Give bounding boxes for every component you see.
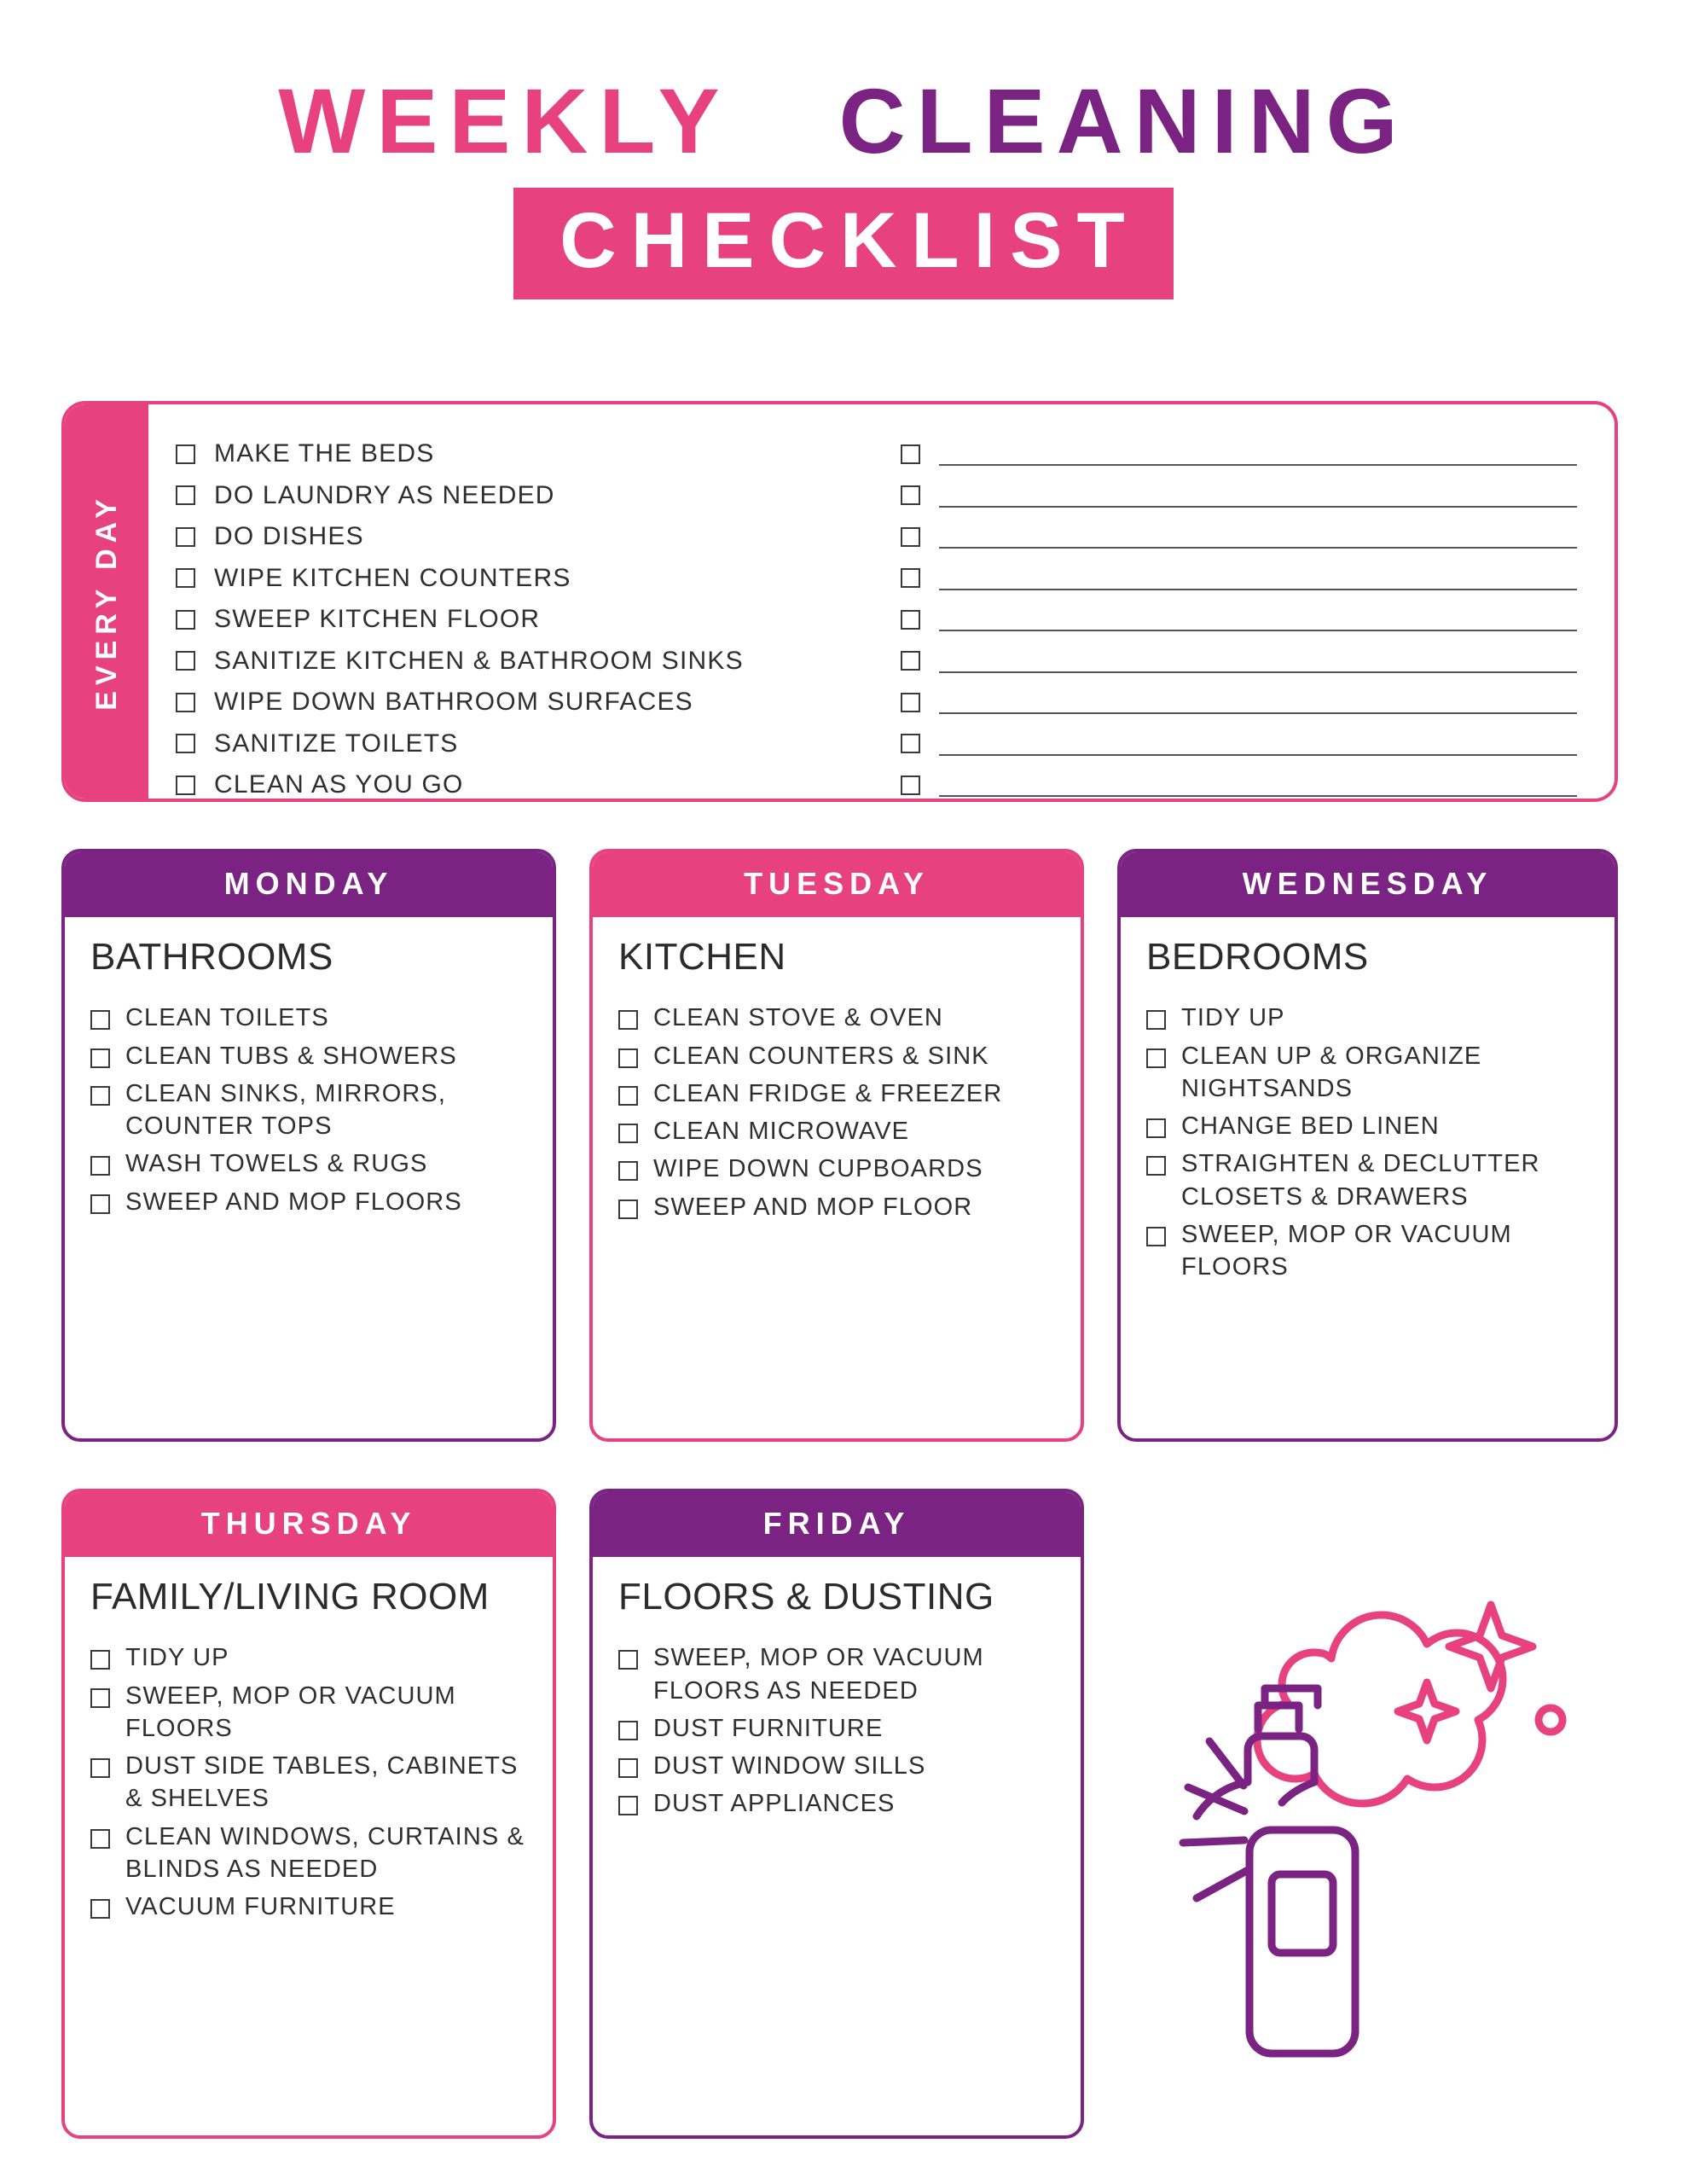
day-header-thursday: THURSDAY [65,1492,553,1557]
blank-list-item[interactable] [901,764,1590,802]
list-item[interactable] [1146,1147,1594,1213]
write-in-line[interactable] [939,649,1578,673]
day-card-thursday [61,1489,556,2139]
everyday-task-column [176,433,865,799]
list-item[interactable] [90,1821,532,1886]
day-room-tuesday: KITCHEN [618,936,786,978]
list-item[interactable] [176,723,865,765]
title-line-2-wrap [0,188,1687,299]
list-item[interactable] [618,1787,1060,1820]
day-tasks-tuesday [593,978,1081,1242]
write-in-line[interactable] [939,442,1578,466]
checkbox-icon[interactable] [176,734,195,753]
blank-list-item[interactable] [901,641,1590,682]
day-room-wednesday: BEDROOMS [1146,936,1369,978]
list-item-label: CLEAN STOVE & OVEN [653,1004,943,1032]
list-item-label: DO DISHES [214,522,364,551]
list-item-label: CLEAN AS YOU GO [214,770,464,799]
list-item-label: CLEAN SINKS, MIRRORS, COUNTER TOPS [125,1079,446,1141]
checkbox-icon[interactable] [618,1796,638,1815]
blank-list-item[interactable] [901,558,1590,600]
blank-list-item[interactable] [901,433,1590,475]
list-item-label: TIDY UP [1181,1004,1285,1032]
list-item-label: DUST FURNITURE [653,1714,884,1742]
list-item-label: TIDY UP [125,1644,229,1672]
day-header-monday: MONDAY [65,852,553,917]
day-header-friday: FRIDAY [593,1492,1081,1557]
everyday-blank-column [865,433,1590,781]
day-room-monday: BATHROOMS [90,936,333,978]
checkbox-icon[interactable] [618,1048,638,1068]
list-item[interactable] [176,599,865,641]
checkbox-icon[interactable] [176,444,195,464]
list-item[interactable] [176,682,865,723]
list-item-label: WIPE KITCHEN COUNTERS [214,563,571,592]
checkbox-icon[interactable] [1146,1156,1166,1176]
checkbox-icon[interactable] [618,1650,638,1670]
checkbox-icon[interactable] [90,1010,110,1030]
decorative-illustration [1156,1540,1633,2137]
list-item-label: DUST SIDE TABLES, CABINETS & SHELVES [125,1752,519,1813]
day-tasks-thursday [65,1618,553,1942]
list-item-label: STRAIGHTEN & DECLUTTER CLOSETS & DRAWERS [1181,1150,1540,1211]
list-item-label: MAKE THE BEDS [214,439,435,468]
list-item[interactable] [90,1002,532,1034]
list-item[interactable] [176,516,865,558]
list-item[interactable] [90,1680,532,1745]
checkbox-icon[interactable] [90,1899,110,1919]
blank-list-item[interactable] [901,599,1590,641]
checkbox-icon[interactable] [618,1758,638,1778]
checkbox-icon[interactable] [90,1156,110,1176]
list-item[interactable] [176,764,865,802]
day-card-monday [61,849,556,1442]
page-title [0,0,1687,299]
list-item[interactable] [618,1040,1060,1072]
everyday-panel [61,401,1618,802]
checkbox-icon[interactable] [1146,1048,1166,1068]
everyday-tab [65,404,148,799]
list-item-label: DUST WINDOW SILLS [653,1752,926,1780]
list-item[interactable] [176,475,865,517]
checkbox-icon[interactable] [176,651,195,671]
checkbox-icon[interactable] [901,444,920,464]
list-item[interactable] [1146,1002,1594,1034]
list-item-label: DUST APPLIANCES [653,1790,896,1818]
checkbox-icon[interactable] [901,485,920,505]
list-item-label: DO LAUNDRY AS NEEDED [214,480,555,509]
title-word-checklist: CHECKLIST [513,188,1173,299]
checkbox-icon[interactable] [618,1199,638,1219]
list-item-label: CLEAN MICROWAVE [653,1118,910,1146]
checkbox-icon[interactable] [901,775,920,795]
checkbox-icon[interactable] [90,1688,110,1708]
list-item[interactable] [618,1115,1060,1147]
day-card-friday [589,1489,1084,2139]
checkbox-icon[interactable] [1146,1227,1166,1246]
checkbox-icon[interactable] [901,651,920,671]
list-item[interactable] [1146,1040,1594,1106]
write-in-line[interactable] [939,607,1578,631]
list-item[interactable] [1146,1110,1594,1142]
checkbox-icon[interactable] [901,693,920,712]
list-item-label: CLEAN FRIDGE & FREEZER [653,1079,1003,1107]
checkbox-icon[interactable] [90,1086,110,1106]
list-item-label: WIPE DOWN CUPBOARDS [653,1155,983,1183]
list-item-label: VACUUM FURNITURE [125,1893,396,1921]
blank-list-item[interactable] [901,723,1590,765]
checkbox-icon[interactable] [618,1721,638,1740]
checkbox-icon[interactable] [176,485,195,505]
list-item[interactable] [618,1077,1060,1110]
spray-bottle-icon [1183,1688,1355,2053]
list-item-label: CLEAN TUBS & SHOWERS [125,1042,457,1070]
checkbox-icon[interactable] [618,1010,638,1030]
checkbox-icon[interactable] [618,1124,638,1143]
list-item-label: CHANGE BED LINEN [1181,1112,1440,1141]
checkbox-icon[interactable] [176,568,195,588]
list-item[interactable] [90,1040,532,1072]
list-item-label: SANITIZE TOILETS [214,729,459,758]
day-tasks-wednesday [1121,978,1615,1302]
day-card-tuesday [589,849,1084,1442]
list-item-label: CLEAN WINDOWS, CURTAINS & BLINDS AS NEEDED [125,1822,525,1883]
checkbox-icon[interactable] [90,1650,110,1670]
checkbox-icon[interactable] [90,1829,110,1849]
list-item[interactable] [618,1002,1060,1034]
list-item[interactable] [90,1891,532,1923]
blank-list-item[interactable] [901,682,1590,723]
checkbox-icon[interactable] [90,1194,110,1214]
day-tasks-friday [593,1618,1081,1838]
checkbox-icon[interactable] [90,1758,110,1778]
list-item-label: SWEEP, MOP OR VACUUM FLOORS [125,1682,456,1742]
list-item-label: CLEAN UP & ORGANIZE NIGHTSANDS [1181,1042,1482,1102]
list-item-label: SANITIZE KITCHEN & BATHROOM SINKS [214,646,744,675]
checkbox-icon[interactable] [901,527,920,547]
everyday-body [148,404,1615,799]
list-item-label: SWEEP KITCHEN FLOOR [214,605,541,634]
list-item[interactable] [618,1712,1060,1745]
everyday-tab-label: EVERY DAY [90,492,123,711]
list-item[interactable] [90,1641,532,1674]
checkbox-icon[interactable] [901,568,920,588]
checkbox-icon[interactable] [901,734,920,753]
write-in-line[interactable] [939,525,1578,549]
list-item[interactable] [90,1077,532,1143]
day-header-tuesday: TUESDAY [593,852,1081,917]
list-item[interactable] [90,1186,532,1218]
day-tasks-monday [65,978,553,1237]
list-item-label: WIPE DOWN BATHROOM SURFACES [214,688,693,717]
list-item-label: CLEAN TOILETS [125,1004,329,1032]
list-item[interactable] [90,1750,532,1815]
checkbox-icon[interactable] [618,1086,638,1106]
day-room-thursday: FAMILY/LIVING ROOM [90,1576,490,1618]
checkbox-icon[interactable] [618,1161,638,1181]
checkbox-icon[interactable] [90,1048,110,1068]
checkbox-icon[interactable] [176,610,195,630]
list-item[interactable] [176,641,865,682]
list-item-label: SWEEP AND MOP FLOOR [653,1193,973,1221]
checkbox-icon[interactable] [1146,1010,1166,1030]
list-item[interactable] [90,1147,532,1180]
list-item-label: SWEEP, MOP OR VACUUM FLOORS AS NEEDED [653,1644,984,1705]
list-item[interactable] [176,558,865,600]
list-item[interactable] [618,1750,1060,1782]
checkbox-icon[interactable] [176,775,195,795]
day-header-wednesday: WEDNESDAY [1121,852,1615,917]
sparkle-cloud-icon [1257,1605,1562,1804]
write-in-line[interactable] [939,690,1578,714]
checkbox-icon[interactable] [1146,1118,1166,1138]
list-item-label: SWEEP, MOP OR VACUUM FLOORS [1181,1220,1512,1281]
blank-list-item[interactable] [901,475,1590,517]
checkbox-icon[interactable] [901,610,920,630]
title-line-1 [0,69,1687,172]
blank-list-item[interactable] [901,516,1590,558]
list-item-label: CLEAN COUNTERS & SINK [653,1042,989,1070]
list-item[interactable] [618,1191,1060,1223]
list-item-label: SWEEP AND MOP FLOORS [125,1188,462,1216]
list-item[interactable] [1146,1218,1594,1284]
write-in-line[interactable] [939,773,1578,797]
title-word-weekly: WEEKLY [278,69,729,172]
checkbox-icon[interactable] [176,693,195,712]
list-item[interactable] [618,1641,1060,1707]
list-item-label: WASH TOWELS & RUGS [125,1150,428,1178]
day-card-wednesday [1117,849,1618,1442]
write-in-line[interactable] [939,566,1578,590]
title-word-cleaning: CLEANING [838,69,1409,172]
list-item[interactable] [176,433,865,475]
write-in-line[interactable] [939,732,1578,756]
list-item[interactable] [618,1153,1060,1185]
day-room-friday: FLOORS & DUSTING [618,1576,994,1618]
write-in-line[interactable] [939,484,1578,508]
checkbox-icon[interactable] [176,527,195,547]
